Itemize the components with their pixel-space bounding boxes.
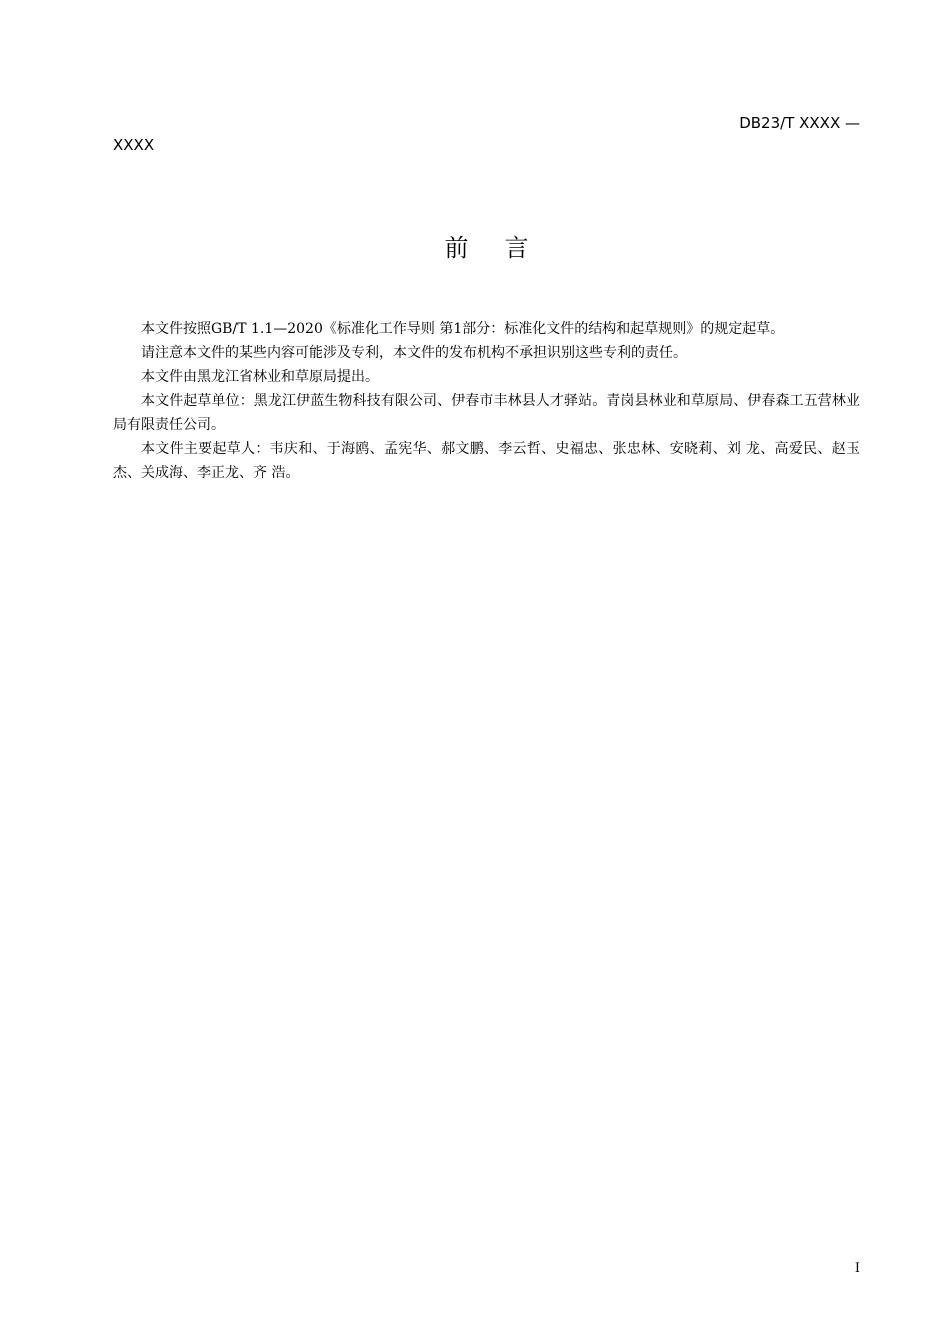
page-number: I xyxy=(854,1261,860,1276)
standard-code-continuation: XXXX xyxy=(113,136,155,154)
paragraph-drafting-units: 本文件起草单位：黑龙江伊蓝生物科技有限公司、伊春市丰林县人才驿站。青岗县林业和草原局、伊春森工五营林业局有限责任公司。 xyxy=(113,393,860,433)
paragraph-drafters: 本文件主要起草人：韦庆和、于海鸥、孟宪华、郝文鹏、李云哲、史福忠、张忠林、安晓莉、刘 龙、高爱民、赵玉杰、关成海、李正龙、齐 浩。 xyxy=(113,441,860,481)
page-title xyxy=(113,230,860,266)
paragraph-proposer: 本文件由黑龙江省林业和草原局提出。 xyxy=(141,369,379,385)
paragraph-patent-notice: 请注意本文件的某些内容可能涉及专利，本文件的发布机构不承担识别这些专利的责任。 xyxy=(141,345,687,361)
standard-code: DB23/T XXXX — xyxy=(739,114,860,132)
paragraph-drafting-rules: 本文件按照GB/T 1.1—2020《标准化工作导则 第1部分：标准化文件的结构和起草规则》的规定起草。 xyxy=(141,321,785,337)
document-header xyxy=(113,112,860,156)
foreword-body xyxy=(113,317,860,485)
title-char-1: 前 xyxy=(444,234,469,262)
title-char-2: 言 xyxy=(504,234,529,262)
